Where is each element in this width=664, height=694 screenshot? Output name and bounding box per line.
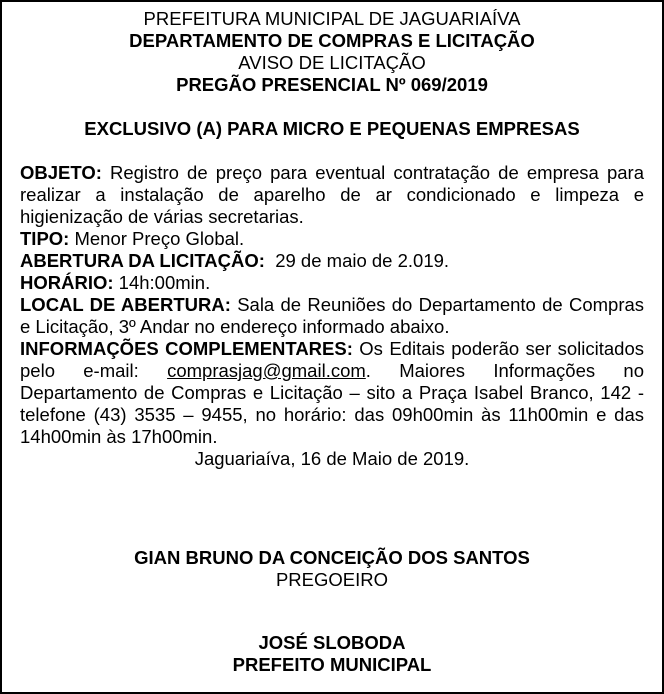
field-abertura-label: ABERTURA DA LICITAÇÃO: bbox=[20, 250, 265, 271]
field-tipo-text: Menor Preço Global. bbox=[74, 228, 245, 249]
department-name: DEPARTAMENTO DE COMPRAS E LICITAÇÃO bbox=[129, 30, 535, 51]
signature-pregoeiro-name: GIAN BRUNO DA CONCEIÇÃO DOS SANTOS bbox=[134, 547, 530, 568]
field-horario bbox=[20, 272, 644, 294]
field-informacoes bbox=[20, 338, 644, 448]
field-horario-text: 14h:00min. bbox=[118, 272, 211, 293]
field-objeto-label: OBJETO: bbox=[20, 162, 102, 183]
signature-prefeito-title: PREFEITO MUNICIPAL bbox=[232, 654, 432, 675]
signature-pregoeiro bbox=[20, 547, 644, 591]
field-abertura-text: 29 de maio de 2.019. bbox=[275, 250, 450, 271]
email-link[interactable]: comprasjag@gmail.com bbox=[167, 360, 366, 381]
info-after-email: . Maiores Informações no Departamento de Compras e Licitação – sito a Praça Isabel Branco, 142 - telefone (43) 3535 – 9455, no horário: das 09h00min às 11h00min e das 14h00min às 17h00min. bbox=[20, 360, 644, 447]
document-header bbox=[20, 8, 644, 96]
notice-type: AVISO DE LICITAÇÃO bbox=[238, 52, 426, 73]
field-tipo-label: TIPO: bbox=[20, 228, 70, 249]
field-local-text: Sala de Reuniões do Departamento de Compras e Licitação, 3º Andar no endereço informado abaixo. bbox=[20, 294, 645, 337]
field-local bbox=[20, 294, 644, 338]
signature-prefeito-name: JOSÉ SLOBODA bbox=[258, 632, 406, 653]
exclusivity-notice: EXCLUSIVO (A) PARA MICRO E PEQUENAS EMPRESAS bbox=[84, 118, 580, 139]
field-abertura bbox=[20, 250, 644, 272]
auction-number: PREGÃO PRESENCIAL Nº 069/2019 bbox=[176, 74, 488, 95]
date-line: Jaguariaíva, 16 de Maio de 2019. bbox=[194, 448, 470, 469]
field-local-label: LOCAL DE ABERTURA: bbox=[20, 294, 231, 315]
signature-prefeito bbox=[20, 632, 644, 676]
field-informacoes-label: INFORMAÇÕES COMPLEMENTARES: bbox=[20, 338, 353, 359]
field-objeto bbox=[20, 162, 644, 228]
field-horario-label: HORÁRIO: bbox=[20, 272, 114, 293]
info-before-email: Os Editais poderão ser solicitados pelo e-mail: bbox=[20, 338, 645, 381]
signature-pregoeiro-title: PREGOEIRO bbox=[275, 569, 389, 590]
field-tipo bbox=[20, 228, 644, 250]
field-objeto-text: Registro de preço para eventual contratação de empresa para realizar a instalação de aparelho de ar condicionado e limpeza e higienização de várias secretarias. bbox=[20, 162, 644, 227]
org-name: PREFEITURA MUNICIPAL DE JAGUARIAÍVA bbox=[143, 8, 521, 29]
